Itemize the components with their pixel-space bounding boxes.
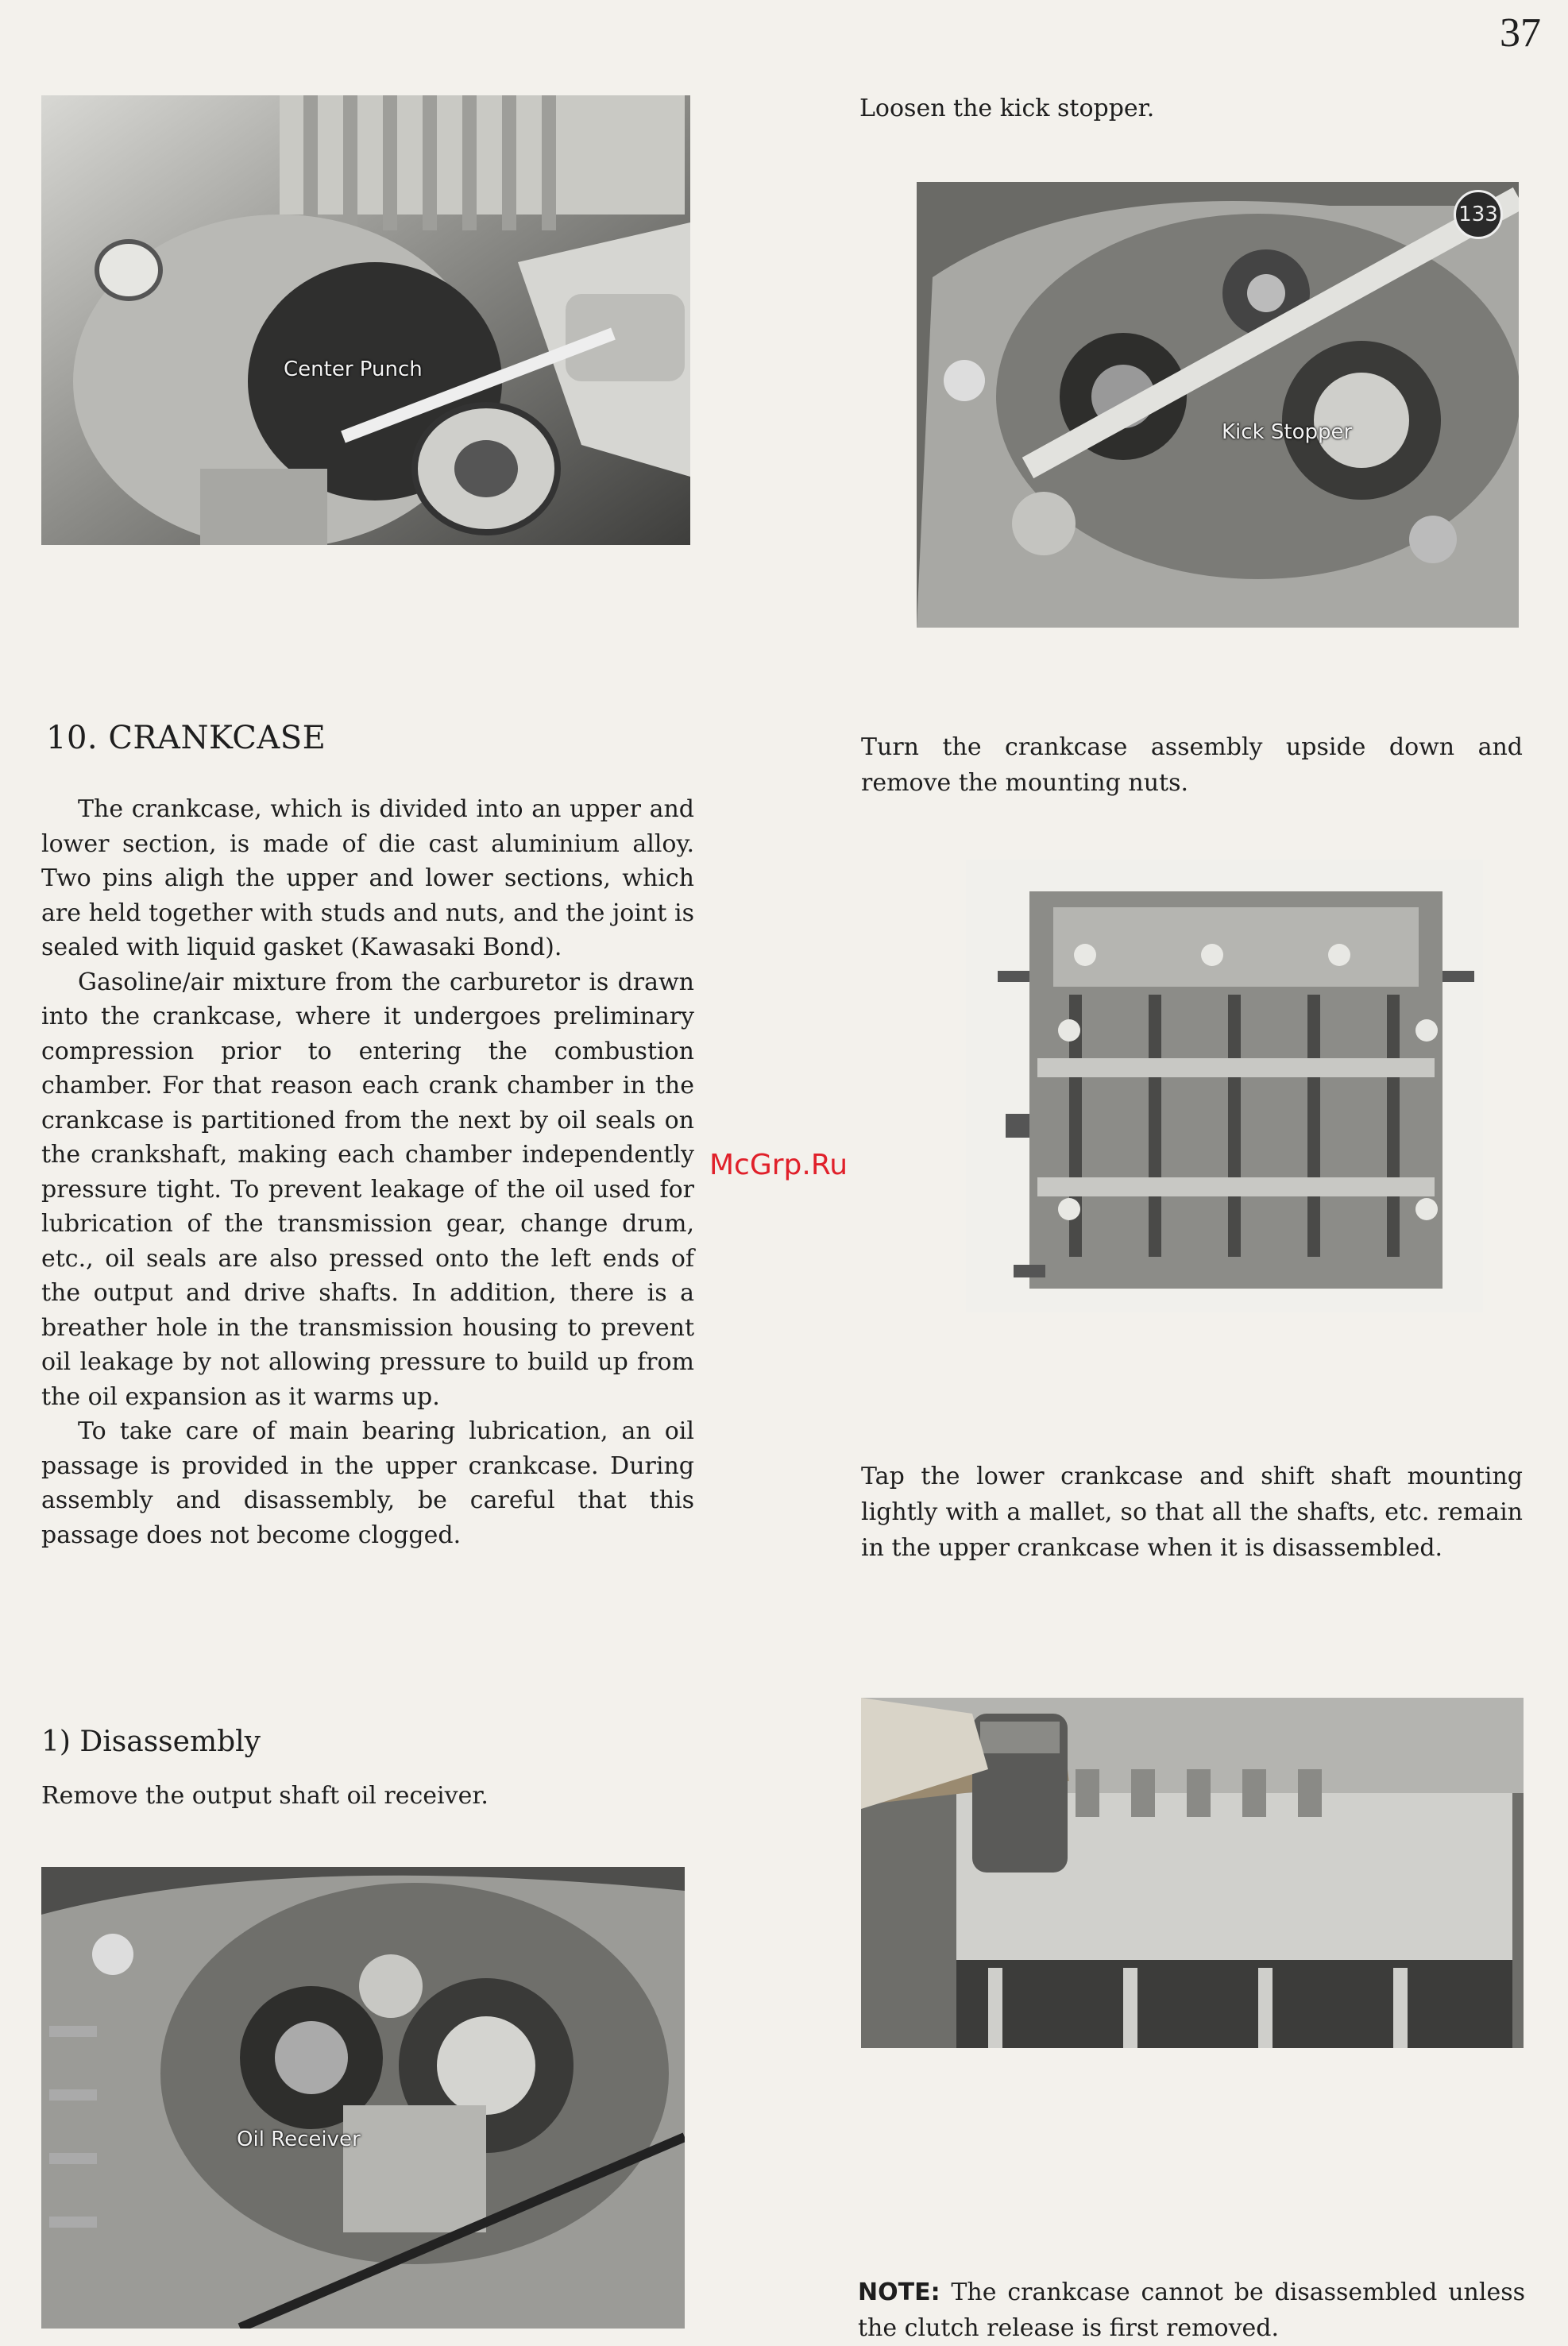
paragraph: To take care of main bearing lubrication, an oil passage is provided in the upper crankcase. During assembly and disassembly, be careful that this passage does not become clogged. [41,1417,694,1549]
center-punch-photo [41,95,690,545]
note-label: NOTE: [858,2278,940,2306]
kick-stopper-caption: Loosen the kick stopper. [859,95,1155,122]
center-punch-label: Center Punch [284,358,423,381]
turn-upside-down-caption: Turn the crankcase assembly upside down and remove the mounting nuts. [861,733,1523,797]
center-punch-illustration [41,95,690,545]
crankcase-upside-down-photo [966,860,1483,1312]
paragraph: The crankcase, which is divided into an upper and lower section, is made of die cast aluminium alloy. Two pins aligh the upper and lower sections, which are held together with studs and nuts, and the joint is sealed with liquid gasket (Kawasaki Bond). [41,795,694,961]
disassembly-title: 1) Disassembly [41,1726,261,1758]
tap-lower-caption: Tap the lower crankcase and shift shaft mounting lightly with a mallet, so that all the shafts, etc. remain in the upper crankcase when it is disassembled. [861,1463,1523,1562]
mallet-tapping-illustration [861,1698,1524,2048]
section-body [41,792,694,1552]
disassembly-step: Remove the output shaft oil receiver. [41,1782,489,1810]
watermark: McGrp.Ru [709,1149,848,1181]
kick-stopper-photo [917,182,1519,628]
oil-receiver-photo [41,1867,685,2329]
page-number: 37 [1500,10,1541,56]
note-text: The crankcase cannot be disassembled unless the clutch release is first removed. [858,2278,1525,2342]
section-title: 10. CRANKCASE [46,720,326,756]
kick-stopper-label: Kick Stopper [1222,420,1353,444]
note [858,2274,1525,2346]
paragraph: Gasoline/air mixture from the carburetor is drawn into the crankcase, where it undergoes preliminary compression prior to entering the combustion chamber. For that reason each crank chamber in the crankcase is partitioned from the next by oil seals on the crankshaft, making each chamber independently pressure tight. To prevent leakage of the oil used for lubrication of the transmission gear, change drum, etc., oil seals are also pressed onto the left ends of the output and drive shafts. In addition, there is a breather hole in the transmission housing to prevent oil leakage by not allowing pressure to build up from the oil expansion as it warms up. [41,968,694,1411]
figure-number-badge: 133 [1454,190,1503,239]
kick-stopper-illustration [917,182,1519,628]
oil-receiver-label: Oil Receiver [237,2128,361,2151]
mallet-tapping-photo [861,1698,1524,2048]
crankcase-upside-down-illustration [966,860,1483,1312]
oil-receiver-illustration [41,1867,685,2329]
